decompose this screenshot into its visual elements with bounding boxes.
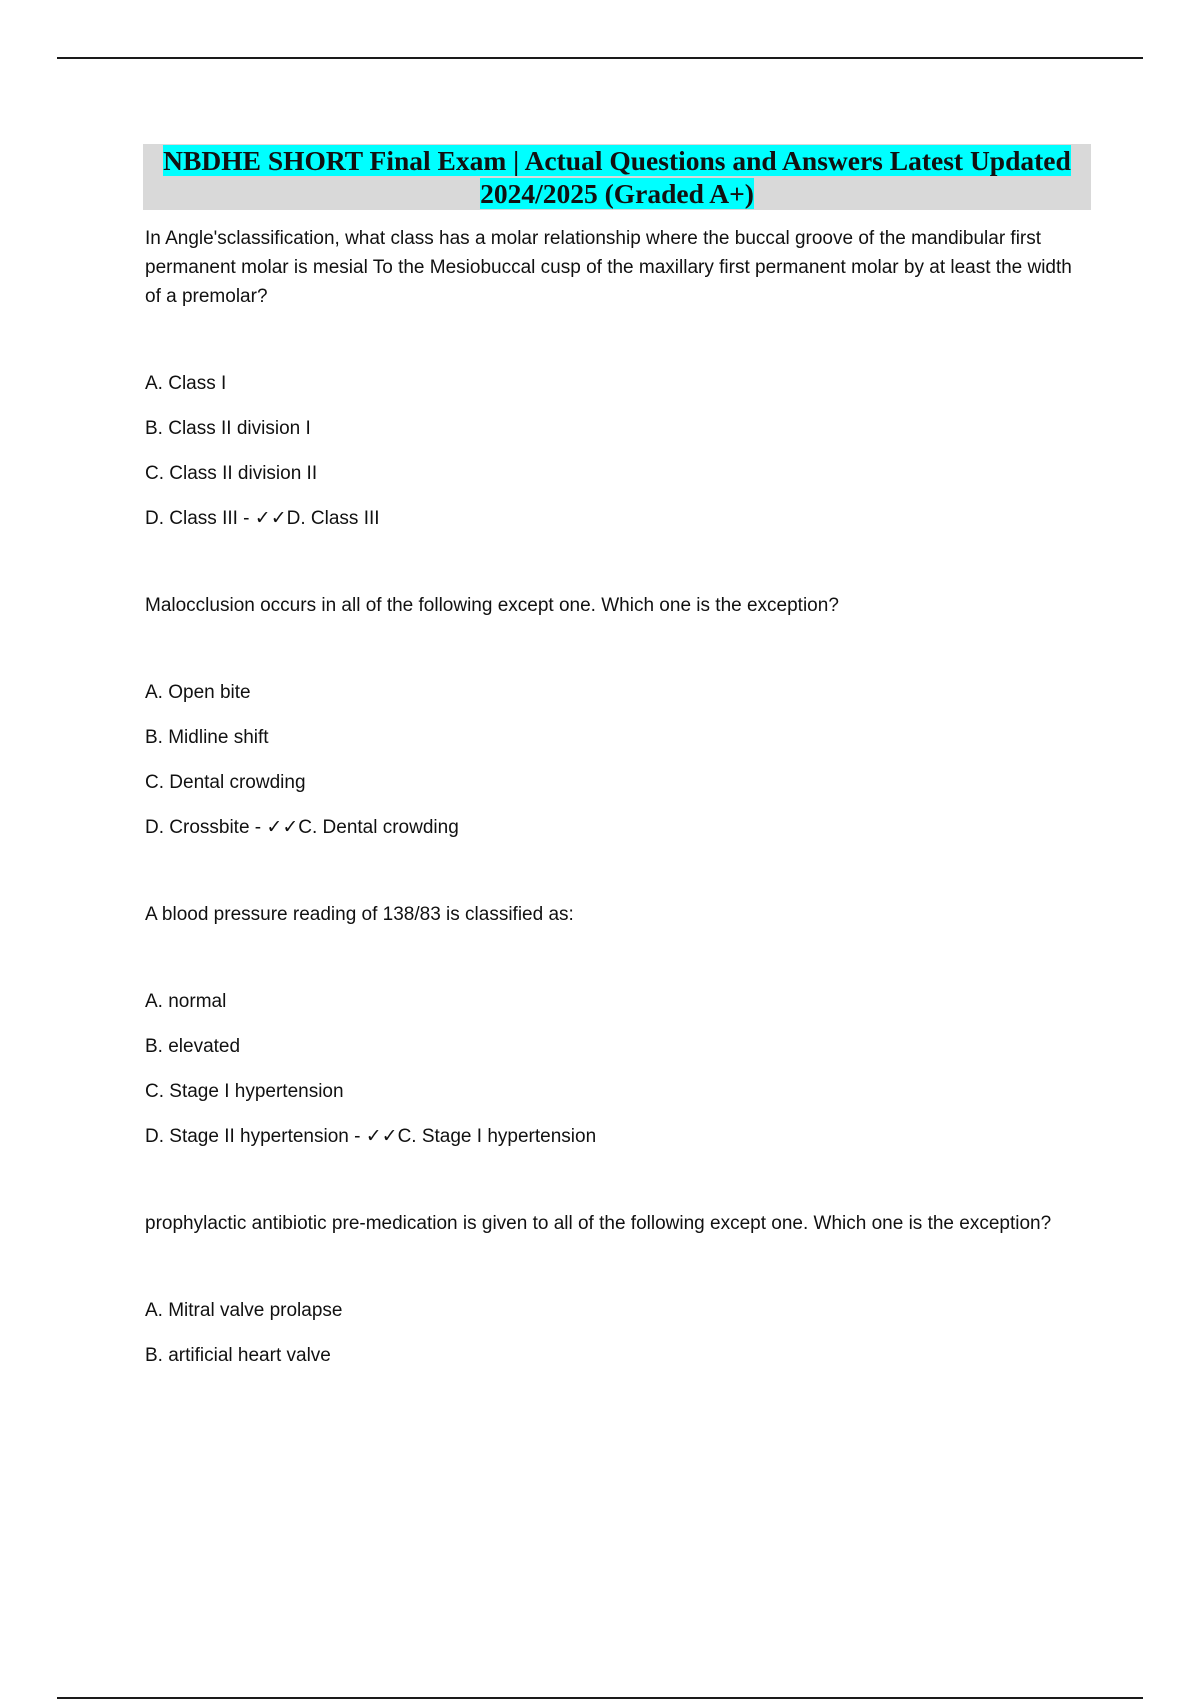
option-item: B. Class II division I [145,418,311,439]
question-block [145,224,1090,531]
option-item-answer: D. Class III - ✓✓D. Class III [145,508,380,529]
option-item: C. Dental crowding [145,772,306,793]
question-text: Malocclusion occurs in all of the following except one. Which one is the exception? [145,595,839,616]
option-item: A. Mitral valve prolapse [145,1300,343,1321]
option-list [145,990,1090,1149]
option-item: B. elevated [145,1036,241,1057]
question-block [145,591,1090,840]
question-block [145,900,1090,1149]
option-list [145,372,1090,531]
question-block [145,1209,1090,1368]
question-text: prophylactic antibiotic pre-medication is given to all of the following except one. Which one is the exception? [145,1213,1052,1234]
bottom-rule [57,1697,1143,1699]
option-item-answer: D. Stage II hypertension - ✓✓C. Stage I hypertension [145,1126,597,1147]
title-line-1: NBDHE SHORT Final Exam | Actual Questions and Answers Latest Updated [163,145,1071,176]
top-rule [57,57,1143,59]
option-item: A. Open bite [145,682,251,703]
question-text: In Angle'sclassification, what class has a molar relationship where the buccal groove of the mandibular first permanent molar is mesial To the Mesiobuccal cusp of the maxillary first permanent molar by at least the width of a premolar? [145,228,1072,307]
option-item-answer: D. Crossbite - ✓✓C. Dental crowding [145,817,459,838]
option-list [145,1299,1090,1368]
question-text: A blood pressure reading of 138/83 is classified as: [145,904,574,925]
option-item: B. artificial heart valve [145,1345,331,1366]
option-item: A. Class I [145,373,227,394]
option-item: C. Stage I hypertension [145,1081,344,1102]
title-line-2: 2024/2025 (Graded A+) [480,178,754,209]
document-title [143,144,1091,210]
option-list [145,681,1090,840]
document-body [145,224,1090,1368]
option-item: C. Class II division II [145,463,318,484]
option-item: A. normal [145,991,227,1012]
option-item: B. Midline shift [145,727,269,748]
